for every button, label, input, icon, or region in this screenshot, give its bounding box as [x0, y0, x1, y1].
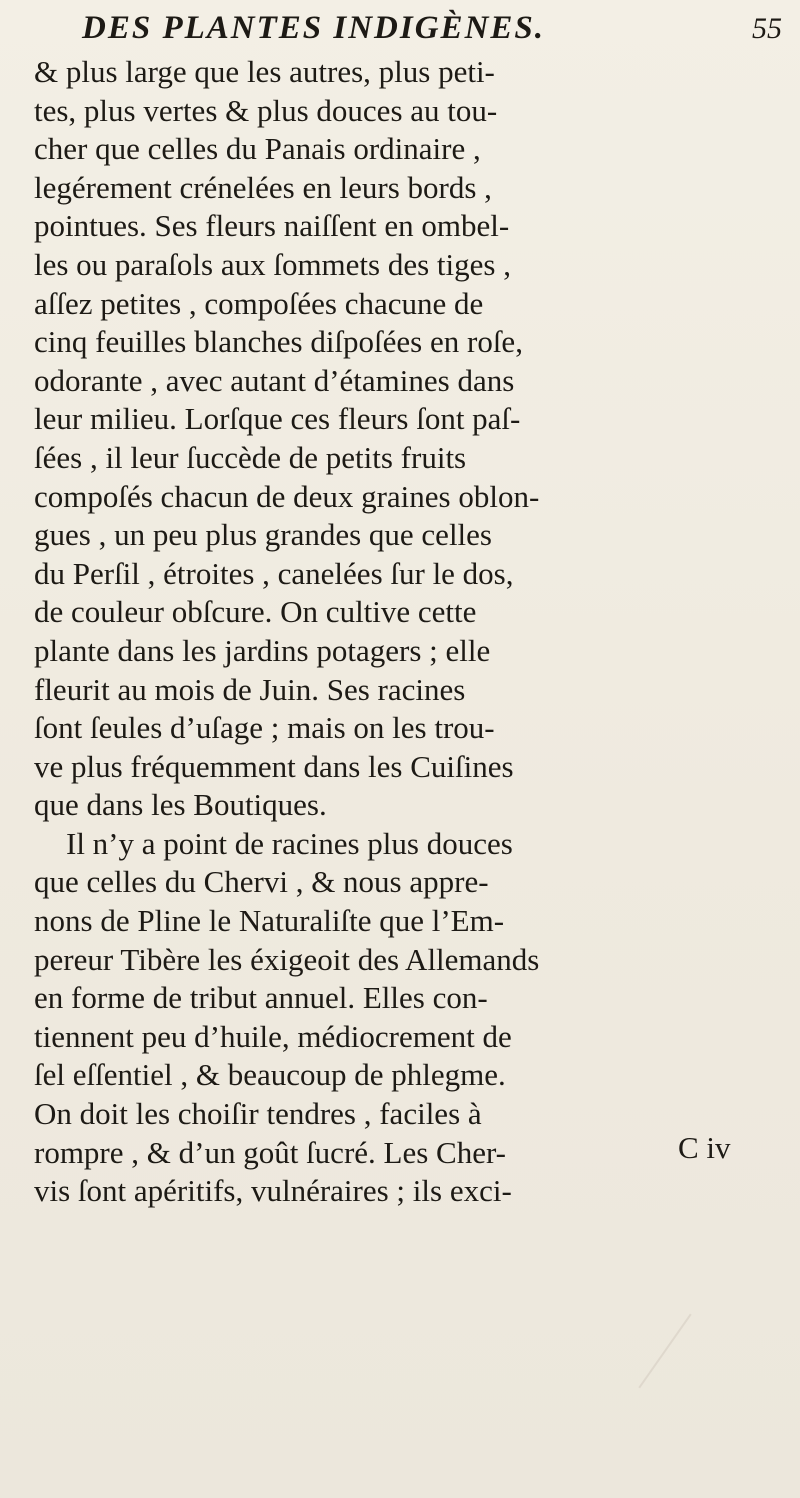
- text-line: & plus large que les autres, plus peti-: [34, 54, 495, 89]
- page-header: [0, 10, 800, 56]
- text-line: leur milieu. Lorſque ces fleurs ſont paſ-: [34, 401, 521, 437]
- text-line: de couleur obſcure. On cultive cette: [34, 594, 477, 630]
- text-line: fleurit au mois de Juin. Ses racines: [34, 671, 466, 707]
- text-line: On doit les choiſir tendres , faciles à: [34, 1096, 482, 1132]
- text-line: ſont ſeules d’uſage ; mais on les trou-: [34, 710, 495, 746]
- text-line: aſſez petites , compoſées chacune de: [34, 285, 484, 321]
- text-line: nons de Pline le Naturaliſte que l’Em-: [34, 903, 505, 939]
- text-line: cinq feuilles blanches diſpoſées en roſe,: [34, 324, 523, 360]
- text-line: que celles du Chervi , & nous appre-: [34, 864, 489, 900]
- paragraph-start-line: Il n’y a point de racines plus douces: [66, 825, 513, 861]
- text-line: tiennent peu d’huile, médiocrement de: [34, 1018, 512, 1054]
- text-line: ſel eſſentiel , & beaucoup de phlegme.: [34, 1057, 506, 1093]
- text-line: pereur Tibère les éxigeoit des Allemands: [34, 941, 540, 977]
- text-line: ve plus fréquemment dans les Cuiſines: [34, 748, 514, 784]
- text-line: odorante , avec autant d’étamines dans: [34, 362, 515, 398]
- text-line: gues , un peu plus grandes que celles: [34, 517, 492, 553]
- text-line: ſées , il leur ſuccède de petits fruits: [34, 439, 467, 475]
- text-line: les ou paraſols aux ſommets des tiges ,: [34, 246, 511, 282]
- running-head: DES PLANTES INDIGÈNES.: [82, 10, 546, 46]
- text-body: [34, 53, 800, 1211]
- text-line: cher que celles du Panais ordinaire ,: [34, 131, 481, 167]
- paper-mark: [638, 1314, 691, 1389]
- signature-mark: C iv: [678, 1130, 731, 1165]
- text-line: en forme de tribut annuel. Elles con-: [34, 980, 488, 1016]
- text-line: du Perſil , étroites , canelées ſur le dos,: [34, 555, 514, 591]
- text-line: compoſés chacun de deux graines oblon-: [34, 478, 540, 514]
- text-line: rompre , & d’un goût ſucré. Les Cher-: [34, 1134, 506, 1170]
- text-line: legérement crénelées en leurs bords ,: [34, 169, 492, 205]
- text-line: plante dans les jardins potagers ; elle: [34, 632, 491, 668]
- page-number: 55: [752, 12, 782, 45]
- text-line: que dans les Boutiques.: [34, 787, 327, 823]
- text-line: tes, plus vertes & plus douces au tou-: [34, 92, 498, 128]
- text-line: pointues. Ses fleurs naiſſent en ombel-: [34, 208, 510, 244]
- text-line: vis ſont apéritifs, vulnéraires ; ils exci-: [34, 1173, 512, 1209]
